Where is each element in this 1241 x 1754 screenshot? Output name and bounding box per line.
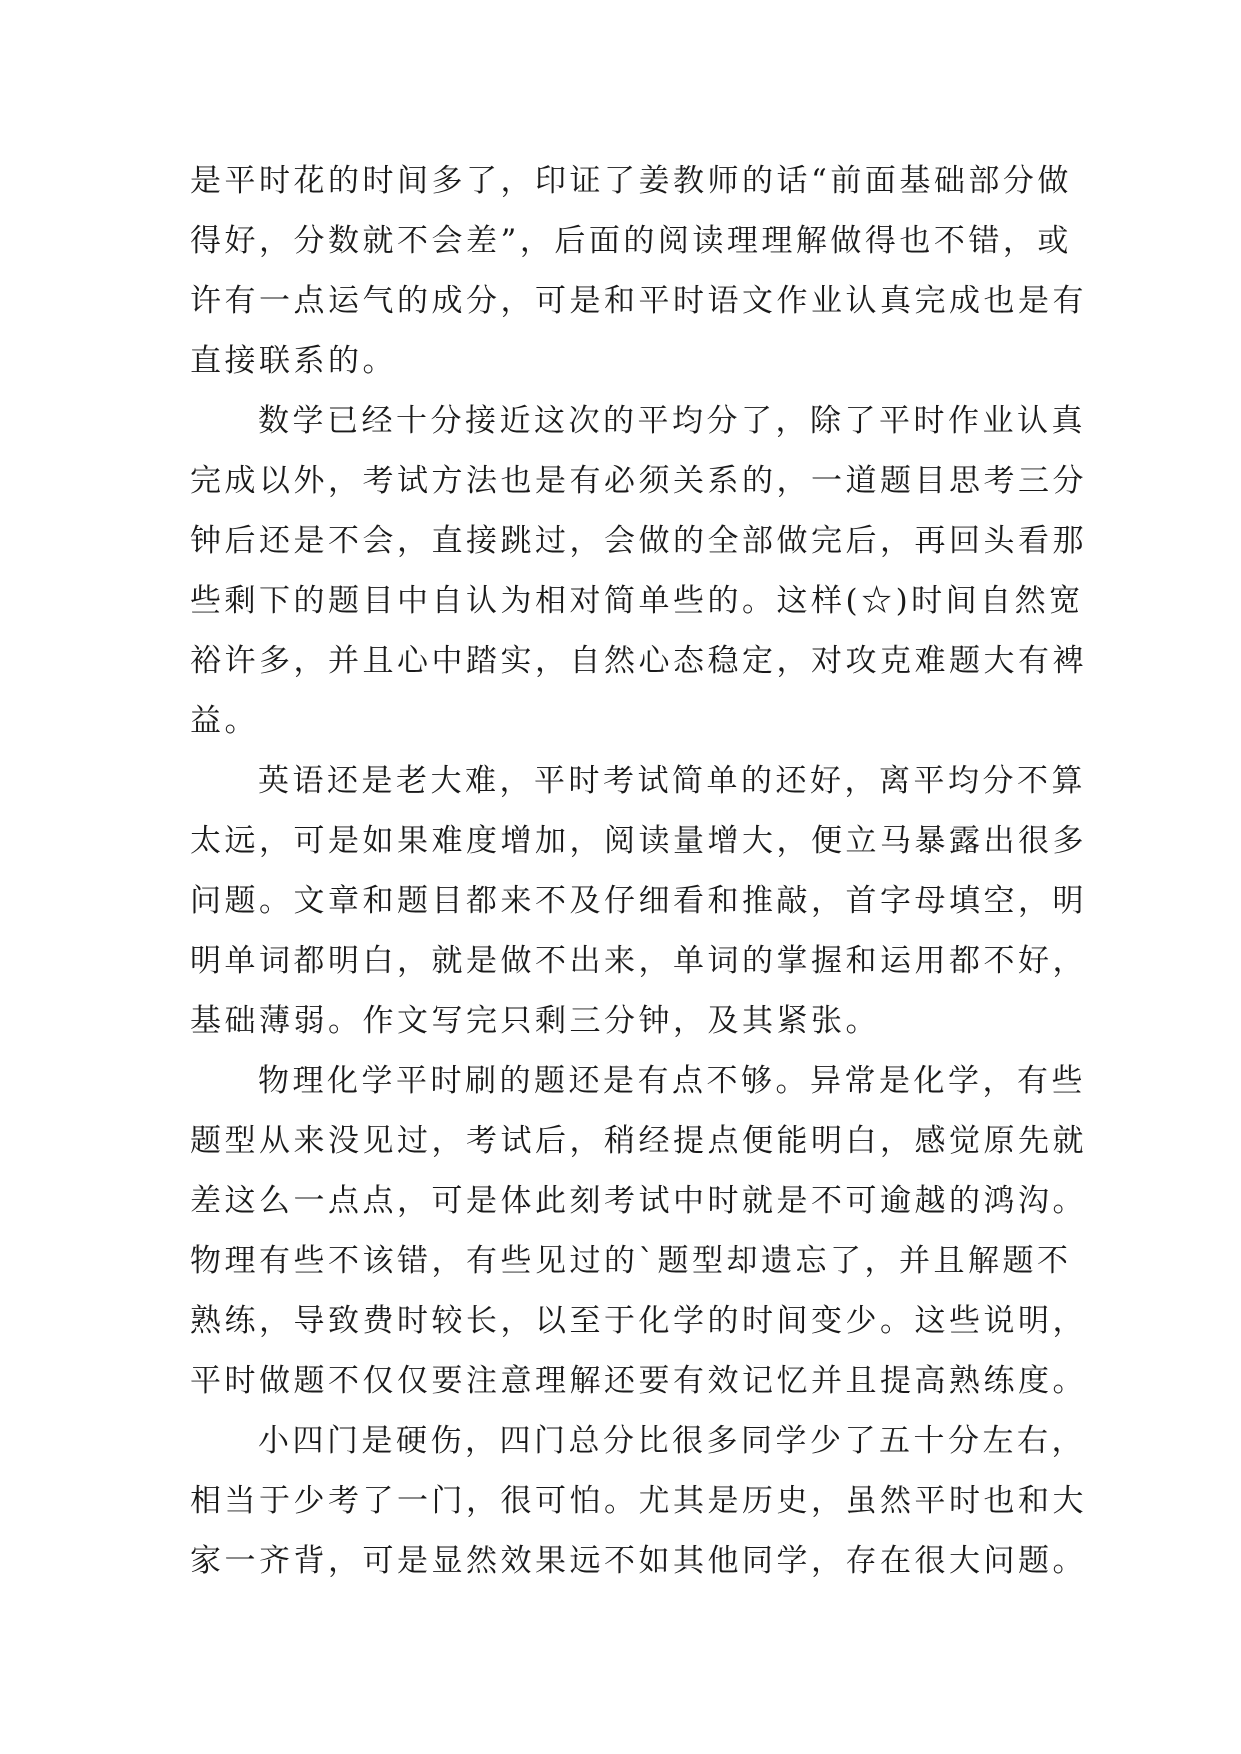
text-line: 相当于少考了一门，很可怕。尤其是历史，虽然平时也和大 <box>190 1483 1087 1519</box>
text-line: 基础薄弱。作文写完只剩三分钟，及其紧张。 <box>190 1003 880 1039</box>
text-line: 英语还是老大难，平时考试简单的还好，离平均分不算 <box>258 763 1086 799</box>
text-line: 直接联系的。 <box>190 343 397 379</box>
text-line: 得好，分数就不会差”，后面的阅读理理解做得也不错，或 <box>190 223 1072 259</box>
text-line: 问题。文章和题目都来不及仔细看和推敲，首字母填空，明 <box>190 883 1087 919</box>
text-line: 熟练，导致费时较长，以至于化学的时间变少。这些说明， <box>190 1303 1087 1339</box>
text-line: 是平时花的时间多了，印证了姜教师的话“前面基础部分做 <box>190 163 1072 199</box>
text-line: 完成以外，考试方法也是有必须关系的，一道题目思考三分 <box>190 463 1087 499</box>
text-line: 益。 <box>190 703 259 739</box>
text-line: 物理化学平时刷的题还是有点不够。异常是化学，有些 <box>258 1063 1086 1099</box>
text-line: 差这么一点点，可是体此刻考试中时就是不可逾越的鸿沟。 <box>190 1183 1087 1219</box>
text-line: 裕许多，并且心中踏实，自然心态稳定，对攻克难题大有裨 <box>190 643 1087 679</box>
body-text <box>190 151 1087 1591</box>
text-line: 小四门是硬伤，四门总分比很多同学少了五十分左右， <box>258 1423 1086 1459</box>
text-line: 物理有些不该错，有些见过的`题型却遗忘了，并且解题不 <box>190 1243 1072 1279</box>
text-line: 太远，可是如果难度增加，阅读量增大，便立马暴露出很多 <box>190 823 1087 859</box>
text-line: 明单词都明白，就是做不出来，单词的掌握和运用都不好， <box>190 943 1087 979</box>
text-line: 数学已经十分接近这次的平均分了，除了平时作业认真 <box>258 403 1086 439</box>
text-line: 钟后还是不会，直接跳过，会做的全部做完后，再回头看那 <box>190 523 1087 559</box>
text-line: 许有一点运气的成分，可是和平时语文作业认真完成也是有 <box>190 283 1087 319</box>
text-line: 题型从来没见过，考试后，稍经提点便能明白，感觉原先就 <box>190 1123 1087 1159</box>
text-line: 平时做题不仅仅要注意理解还要有效记忆并且提高熟练度。 <box>190 1363 1087 1399</box>
text-line: 家一齐背，可是显然效果远不如其他同学，存在很大问题。 <box>190 1543 1087 1579</box>
text-line: 些剩下的题目中自认为相对简单些的。这样(☆)时间自然宽 <box>190 583 1084 619</box>
